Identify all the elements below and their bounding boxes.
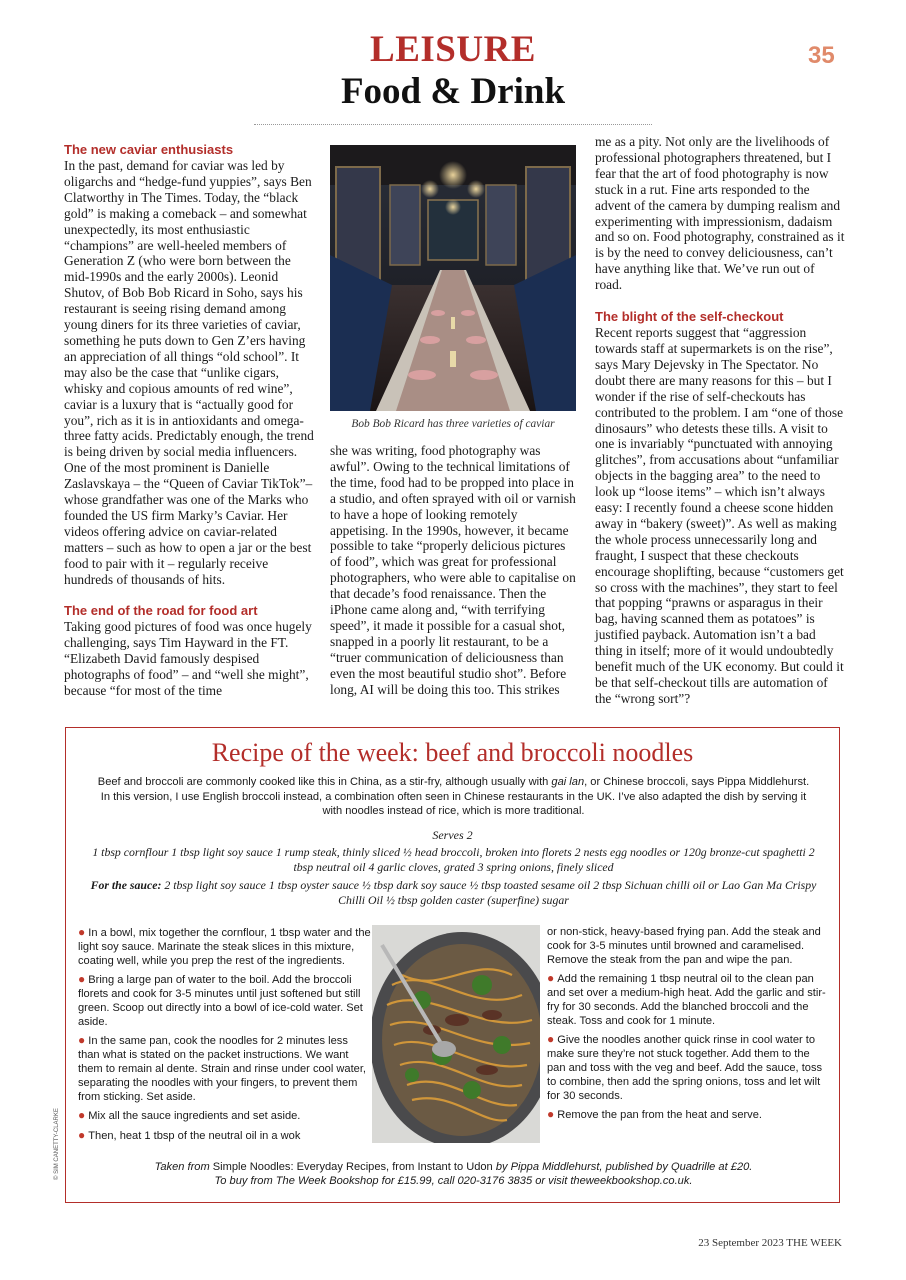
bullet-icon: ● [78, 925, 86, 939]
heading-food-art: The end of the road for food art [64, 603, 258, 619]
recipe-step-text: Give the noodles another quick rinse in cool water to make sure they’re not stuck together. Add them to the pan and toss with the veg and beef. Add the sauce, toss to combine, then add the spring onions, toss and let wilt for 30 seconds. [547, 1034, 823, 1102]
recipe-credit-line-1 [86, 1160, 821, 1174]
page-number: 35 [808, 42, 835, 69]
noodles-photo [372, 925, 540, 1143]
recipe-step-text: Mix all the sauce ingredients and set aside. [88, 1110, 301, 1123]
recipe-step-text: Then, heat 1 tbsp of the neutral oil in a wok [88, 1129, 301, 1142]
article-self-checkout-text: Recent reports suggest that “aggression towards staff at supermarkets is on the rise”, says Mary Dejevsky in The Spectator. No doubt there are many reasons for this – but I wonder if the rise of self-checkouts has contributed to the problem. I am “one of those dinosaurs” who detests these tills. A visit to one is invariably “punctuated with annoying glitches”, from accusations about “unfamiliar objects in the bagging area” to the need to look up “loose items” – which isn’t always easy: I recently found a cheese scone hidden away in “bakery (sweet)”. As well as making the whole process unnecessarily long and fraught, I suspect that these checkouts encourage shoplifting, because “customers get so cross with the machines”, they start to feel that popping “prawns or asparagus in their bag, having scanned them as potatoes” is justified payback. Automation isn’t a bad thing in itself; more of it would undoubtedly benefit much of the UK economy. But could it be that self-checkout tills are automation of the “wrong sort”? [595, 325, 844, 706]
recipe-ingredients: 1 tbsp cornflour 1 tbsp light soy sauce 1 rump steak, thinly sliced ½ head broccoli, broken into florets 2 nests egg noodles or 120g bronze-cut spaghetti 2 tbsp neutral oil 4 garlic cloves, grated 3 spring onions, finely sliced [92, 845, 815, 875]
bullet-icon: ● [78, 1127, 86, 1142]
section-title: LEISURE [370, 29, 536, 70]
bullet-icon: ● [78, 1033, 86, 1048]
article-caviar-text: In the past, demand for caviar was led by oligarchs and “hedge-fund yuppies”, says Ben Clatworthy in The Times. Today, the “black gold” is making a comeback – and somewhat unexpectedly, its most enthusiastic “champions” are well-heeled members of Generation Z (who were born between the mid-1990s and the early 2000s). Leonid Shutov, of Bob Bob Ricard in Soho, says his restaurant is seeing rising demand among young diners for its three varieties of caviar, something he puts down to Gen Z’ers having an appreciation of all things “old school”. It may also be the case that “unlike cigars, whisky and copious amounts of red wine”, caviar is a luxury that is “actually good for you”, rich as it is in antioxidants and omega-three fatty acids. Predictably enough, the trend is being driven by social media influencers. One of the most prominent is Danielle Zaslavskaya – the “Queen of Caviar TikTok”– whose grandfather was one of the Marks who founded the US firm Marky’s Caviar. Her videos offering advice on caviar-related matters – such as how to open a jar or the best food to pair with it – regularly receive hundreds of thousands of hits. [64, 158, 314, 587]
recipe-credit-line-2: To buy from The Week Bookshop for £15.99, call 020-3176 3835 or visit theweekbookshop.co.uk. [214, 1175, 693, 1187]
recipe-step-2 [78, 973, 371, 1030]
photo-credit: © SIM CANETTY-CLARKE [54, 1108, 60, 1180]
bullet-icon: ● [78, 972, 86, 987]
recipe-step-8 [547, 1108, 830, 1123]
recipe-intro-a: Beef and broccoli are commonly cooked like this in China, as a stir-fry, although usually with [97, 776, 552, 788]
recipe-step-1 [78, 926, 371, 969]
recipe-credit [86, 1160, 821, 1188]
recipe-step-6 [547, 972, 830, 1029]
credit-taken-from: Taken from [154, 1161, 213, 1173]
recipe-title: Recipe of the week: beef and broccoli noodles [211, 738, 694, 767]
recipe-step-text: In the same pan, cook the noodles for 2 minutes less than what is stated on the packet instructions. We want them to remain al dente. Strain and rinse under cool water, separating the noodles with your fingers, to prevent them from sticking. Set aside. [78, 1035, 366, 1103]
article-food-art-text: Taking good pictures of food was once hugely challenging, says Tim Hayward in the FT. “Elizabeth David famously despised photographs of food” – and “well she might”, because “for most of the time [64, 619, 312, 699]
recipe-intro-b: , or Chinese broccoli, says Pippa Middlehurst. In this version, I use English broccoli instead, a combination often seen in Chinese restaurants in the UK. I’ve also adapted the dish by serving it with noodles instead of rice, which is more traditional. [100, 776, 810, 817]
bullet-icon: ● [547, 1107, 555, 1122]
restaurant-photo-caption: Bob Bob Ricard has three varieties of caviar [351, 418, 555, 430]
sauce-label: For the sauce: [90, 878, 162, 892]
column-3 [595, 134, 845, 707]
recipe-step-text: In a bowl, mix together the cornflour, 1 tbsp water and the light soy sauce. Marinate the steak slices in this mixture, coating well, while you prep the rest of the ingredients. [78, 927, 371, 967]
subsection-title: Food & Drink [340, 71, 566, 112]
recipe-step-3 [78, 1034, 371, 1105]
recipe-steps-left [78, 926, 371, 1148]
heading-caviar: The new caviar enthusiasts [64, 142, 234, 157]
recipe-sauce [80, 878, 827, 908]
page-footer: 23 September 2023 THE WEEK [698, 1237, 842, 1249]
recipe-step-7 [547, 1033, 830, 1104]
recipe-step-5 [78, 1129, 371, 1144]
heading-self-checkout: The blight of the self-checkout [595, 309, 784, 325]
sauce-ingredients: 2 tbsp light soy sauce 1 tbsp oyster sauce ½ tbsp dark soy sauce ½ tbsp toasted sesame oil 2 tbsp Sichuan chilli oil or Lao Gan Ma Crispy Chilli Oil ½ tbsp golden caster (superfine) sugar [161, 878, 817, 908]
article-food-art-end: me as a pity. Not only are the livelihoods of professional photographers threatened, but I fear that the art of food photography is now stuck in a rut. Fine arts responded to the advent of the camera by dumping realism and experimenting with impressionism, dadaism and so on. Food photography, constrained as it is by the need to convey deliciousness, can’t have anything like that. We’ve run out of road. [595, 134, 845, 293]
credit-book-title: Simple Noodles: Everyday Recipes, from Instant to Udon [212, 1161, 493, 1173]
credit-publisher: by Pippa Middlehurst, published by Quadrille at £20. [492, 1161, 753, 1173]
header-divider [254, 124, 652, 125]
recipe-step-text: Add the remaining 1 tbsp neutral oil to the clean pan and set over a medium-high heat. Add the garlic and stir-fry for 30 seconds. Add the blanched broccoli and the steak. Toss and cook for 1 minute. [547, 973, 826, 1027]
column-1 [64, 142, 318, 699]
column-2 [330, 145, 576, 698]
recipe-steps-right [547, 926, 830, 1128]
bullet-icon: ● [547, 971, 555, 986]
recipe-step-5-continued: or non-stick, heavy-based frying pan. Add the steak and cook for 3-5 minutes until browned and caramelised. Remove the steak from the pan and wipe the pan. [547, 926, 821, 966]
recipe-step-text: Remove the pan from the heat and serve. [557, 1109, 762, 1122]
article-food-art-continued: she was writing, food photography was awful”. Owing to the technical limitations of the time, food had to be propped into place in a studio, and often sprayed with oil or varnish to have a hope of looking remotely appetising. In the 1990s, however, it became possible to take “properly delicious pictures of food”, which was great for professional photographers, who were able to capitalise on that decade’s food renaissance. Then the iPhone came along and, “with terrifying speed”, it made it possible for a casual shot, snapped in a poorly lit restaurant, to be a “truer communication of deliciousness than even the most beautiful studio shot”. Before long, AI will be doing this too. This strikes [330, 443, 576, 697]
recipe-intro-gai-lan: gai lan [551, 776, 585, 788]
recipe-box [65, 727, 840, 1203]
recipe-step-4 [78, 1109, 371, 1124]
restaurant-photo [330, 145, 576, 411]
recipe-serves: Serves 2 [432, 828, 473, 842]
recipe-intro [96, 775, 811, 819]
recipe-step-text: Bring a large pan of water to the boil. Add the broccoli florets and cook for 3-5 minutes until just softened but still green. Scoop out directly into a bowl of ice-cold water. Set aside. [78, 974, 363, 1028]
bullet-icon: ● [78, 1108, 86, 1123]
bullet-icon: ● [547, 1032, 555, 1047]
